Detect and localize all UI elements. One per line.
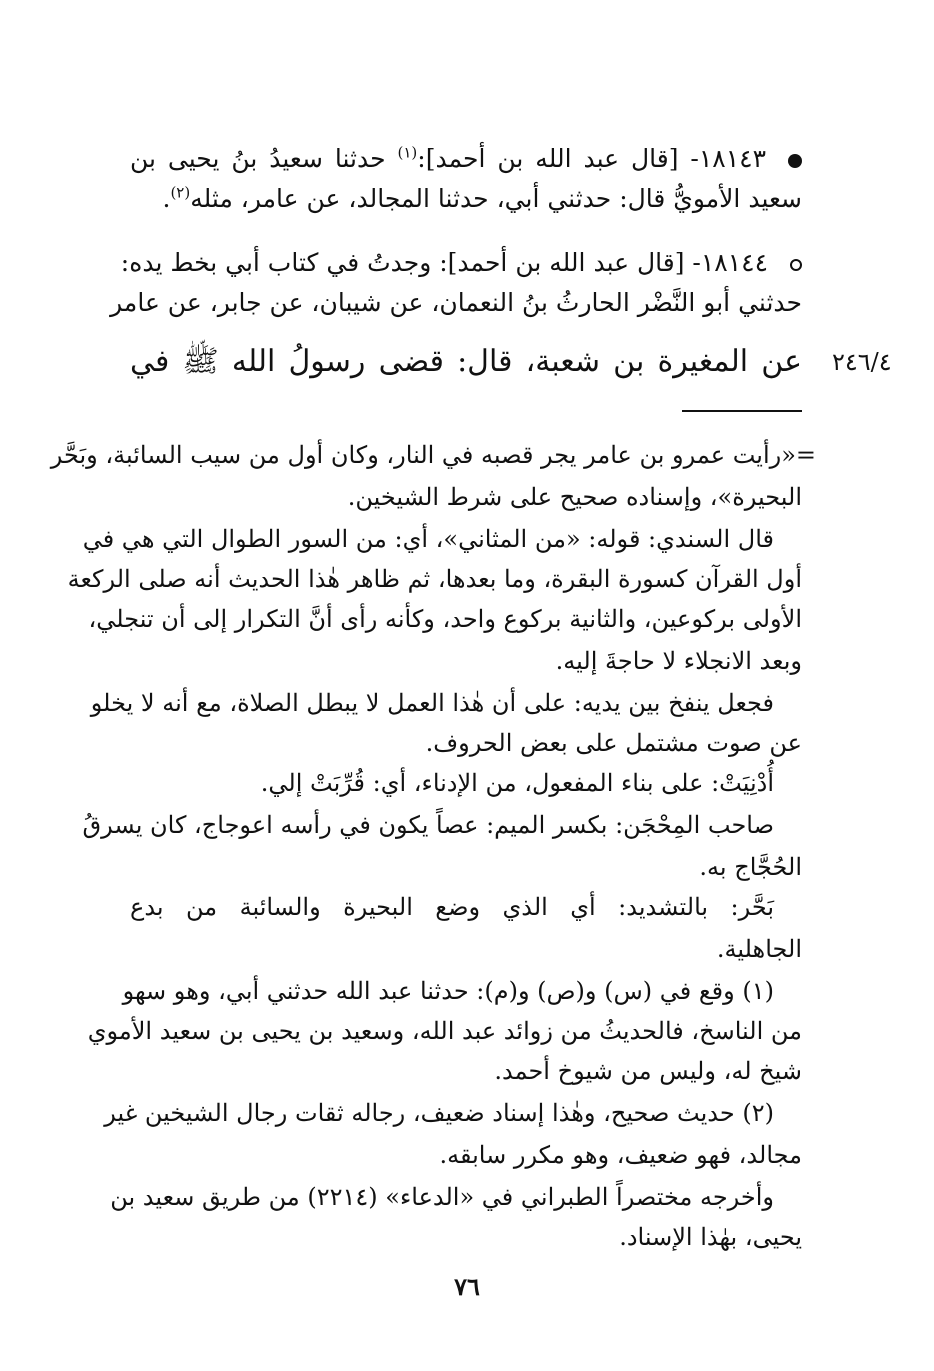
hadith-18144-line-3: عن المغيرة بن شعبة، قال: قضى رسولُ الله ﷺ في	[130, 344, 802, 379]
commentary-line: بَحَّر: بالتشديد: أي الذي وضع البحيرة والسائبة من بدع	[130, 893, 774, 921]
footnote-2-line: مجالد، فهو ضعيف، وهو مكرر سابقه.	[439, 1141, 802, 1169]
footnote-1-line: (١) وقع في (س) و(ص) و(م): حدثنا عبد الله حدثني أبي، وهو سهو	[122, 977, 774, 1005]
commentary-line: البحيرة»، وإسناده صحيح على شرط الشيخين.	[347, 483, 802, 511]
commentary-line: وبعد الانجلاء لا حاجةَ إليه.	[555, 647, 802, 675]
hadith-18144-line-1: ١٨١٤٤- [قال عبد الله بن أحمد]: وجدتُ في كتاب أبي بخط يده:	[130, 246, 802, 280]
commentary-line: أول القرآن كسورة البقرة، وما بعدها، ثم ظاهر هٰذا الحديث أنه صلى الركعة	[67, 565, 802, 593]
volume-page-reference: ٢٤٦/٤	[832, 348, 892, 376]
commentary-line: أُدْنِيَتْ: على بناء المفعول، من الإدناء، أي: قُرِّبَتْ إلي.	[260, 769, 774, 797]
commentary-line: فجعل ينفخ بين يديه: على أن هٰذا العمل لا يبطل الصلاة، مع أنه لا يخلو	[90, 689, 774, 717]
page-number: ٧٦	[454, 1272, 480, 1301]
hadith-18144-line-2: حدثني أبو النَّضْر الحارثُ بنُ النعمان، عن شيبان، عن جابر، عن عامر	[110, 288, 802, 317]
filled-bullet-icon	[788, 154, 802, 168]
footnote-ref-2: (٢)	[170, 183, 191, 202]
footnote-ref-1: (١)	[397, 143, 418, 162]
commentary-line: الجاهلية.	[716, 935, 802, 963]
commentary-line: =«رأيت عمرو بن عامر يجر قصبه في النار، وكان أول من سيب السائبة، وبَحَّر	[50, 441, 816, 469]
commentary-line: الأولى بركوعين، والثانية بركوع واحد، وكأنه رأى أنَّ التكرار إلى أن تنجلي،	[88, 605, 802, 633]
footnote-2-line: وأخرجه مختصراً الطبراني في «الدعاء» (٢٢١٤) من طريق سعيد بن	[110, 1183, 774, 1211]
empty-bullet-icon	[790, 259, 802, 271]
hadith-18143-line-1: ١٨١٤٣- [قال عبد الله بن أحمد]:$^{(١)}$ حدثنا سعيدُ بنُ يحيى بن	[130, 142, 802, 176]
footnote-separator	[682, 410, 802, 412]
footnote-2-line: يحيى، بهٰذا الإسناد.	[619, 1223, 802, 1251]
commentary-line: صاحب المِحْجَن: بكسر الميم: عصاً يكون في رأسه اعوجاج، كان يسرقُ	[82, 811, 774, 839]
hadith-18143-line-2: سعيد الأمويُّ قال: حدثني أبي، حدثنا المجالد، عن عامر، مثله$^{(٢)}$.	[162, 183, 802, 213]
commentary-line: قال السندي: قوله: «من المثاني»، أي: من السور الطوال التي هي في	[82, 525, 774, 553]
footnote-1-line: من الناسخ، فالحديثُ من زوائد عبد الله، وسعيد بن يحيى بن سعيد الأموي	[87, 1017, 802, 1045]
commentary-line: الحُجَّاج به.	[699, 853, 802, 881]
commentary-line: عن صوت مشتمل على بعض الحروف.	[425, 729, 802, 757]
footnote-1-line: شيخ له، وليس من شيوخ أحمد.	[494, 1057, 802, 1085]
footnote-2-line: (٢) حديث صحيح، وهٰذا إسناد ضعيف، رجاله ثقات رجال الشيخين غير	[104, 1099, 774, 1127]
